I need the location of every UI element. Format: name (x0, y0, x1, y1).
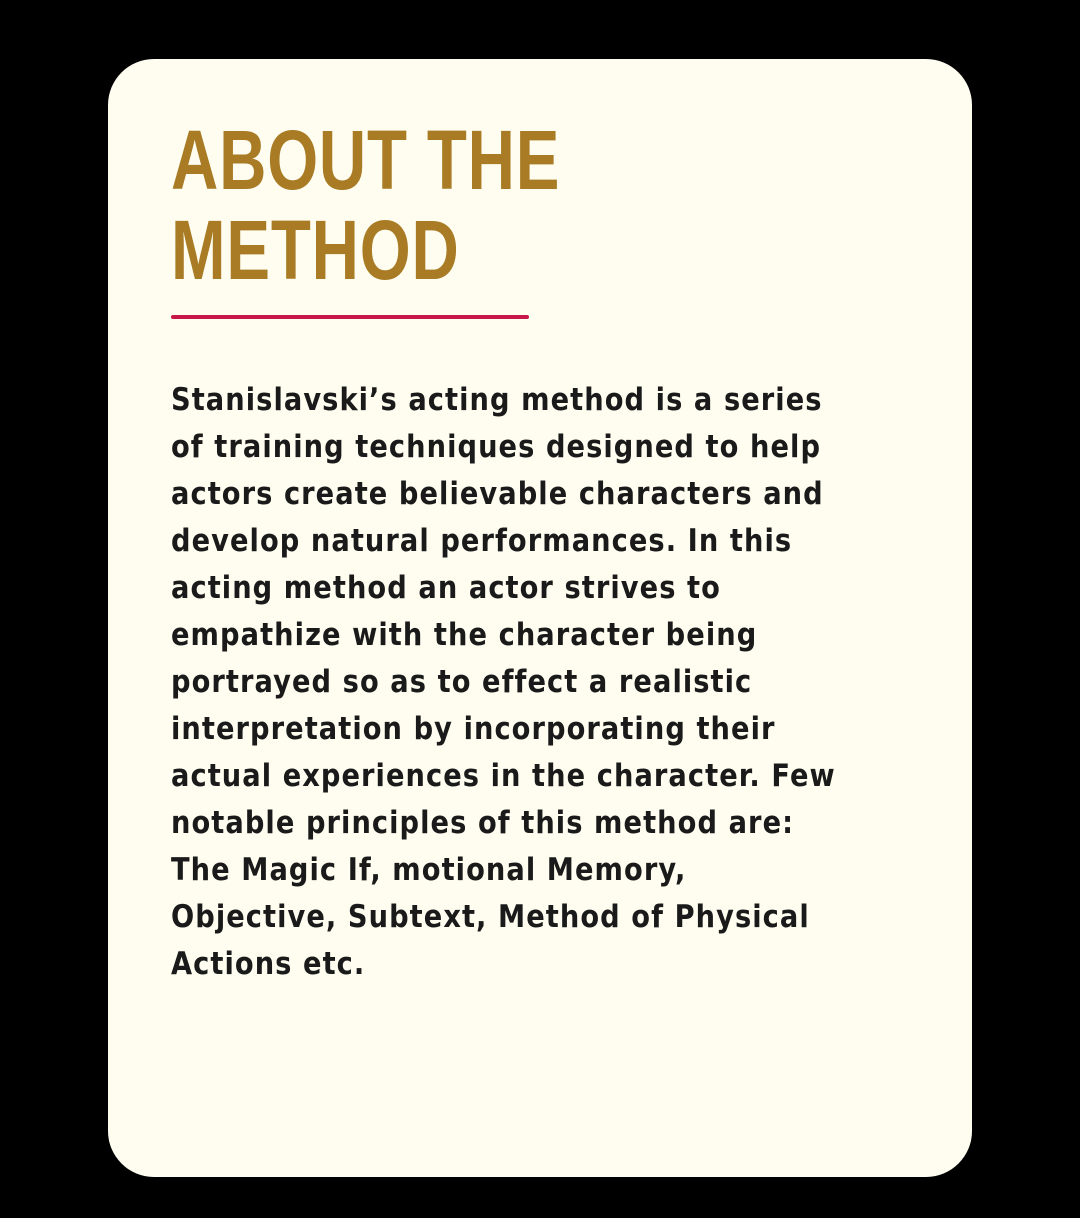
body-line: of training techniques designed to help (171, 429, 822, 465)
card-title (171, 115, 561, 295)
body-line: acting method an actor strives to (171, 570, 721, 606)
body-line: Actions etc. (171, 946, 366, 982)
body-line: actors create believable characters and (171, 476, 824, 512)
card-title-line-2: METHOD (171, 203, 460, 297)
body-line: develop natural performances. In this (171, 523, 793, 559)
body-line: empathize with the character being (171, 617, 758, 653)
body-line: portrayed so as to effect a realistic (171, 664, 753, 700)
body-line: actual experiences in the character. Few (171, 758, 836, 794)
card-body-text (171, 377, 836, 988)
body-line: The Magic If, motional Memory, (171, 852, 687, 888)
body-line: notable principles of this method are: (171, 805, 795, 841)
title-underline (171, 315, 529, 319)
body-line: Objective, Subtext, Method of Physical (171, 899, 810, 935)
card-title-line-1: ABOUT THE (171, 113, 561, 207)
info-card (108, 59, 972, 1177)
body-line: Stanislavski’s acting method is a series (171, 382, 823, 418)
body-line: interpretation by incorporating their (171, 711, 776, 747)
